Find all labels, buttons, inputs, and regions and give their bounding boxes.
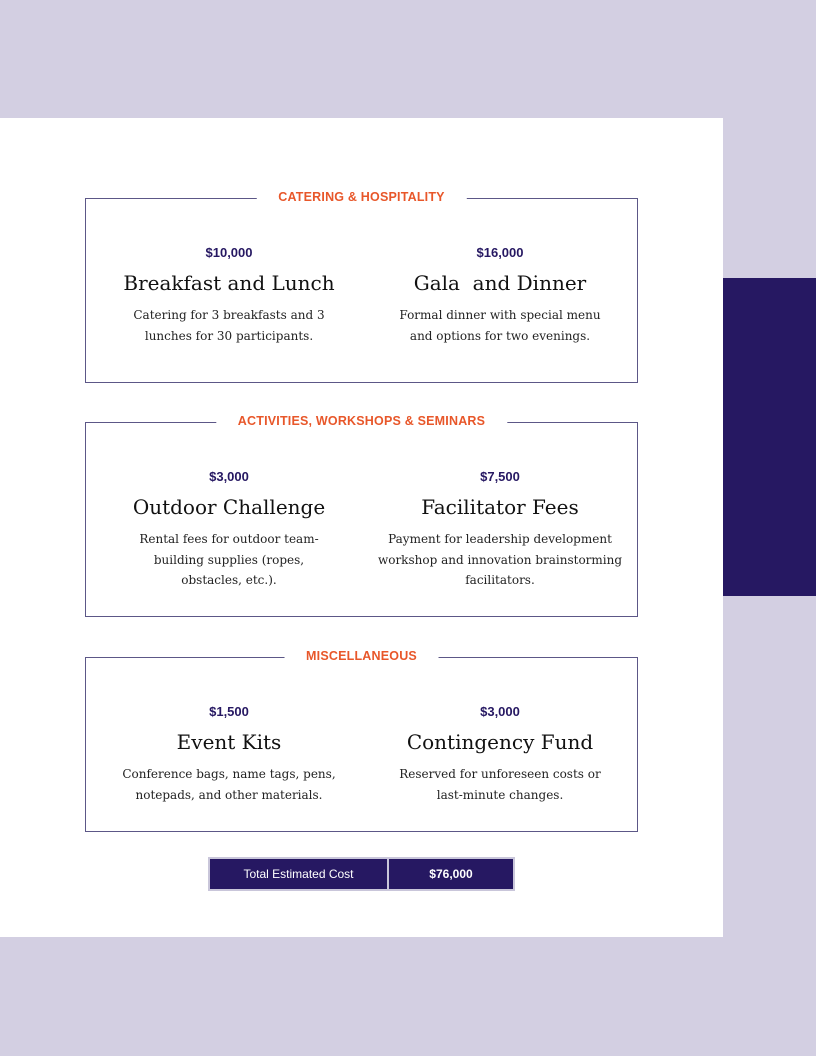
item-price: $3,000 [480,704,520,719]
item-price: $3,000 [209,469,249,484]
budget-item [375,245,625,346]
budget-item [375,469,625,591]
item-name: Event Kits [176,730,282,754]
section-catering [85,190,638,383]
item-price: $7,500 [480,469,520,484]
item-description: Conference bags, name tags, pens, notepads, and other materials. [122,767,336,802]
budget-item [375,704,625,805]
item-name: Contingency Fund [406,730,594,754]
item-name: Facilitator Fees [421,495,579,519]
total-label: Total Estimated Cost [210,859,387,889]
item-description: Rental fees for outdoor team-building supplies (ropes, obstacles, etc.). [139,532,319,587]
item-name: Breakfast and Lunch [123,271,335,295]
section-activities [85,414,638,617]
budget-item [104,704,354,805]
section-title: MISCELLANEOUS [284,649,439,663]
item-price: $16,000 [476,245,524,260]
section-title: ACTIVITIES, WORKSHOPS & SEMINARS [216,414,507,428]
item-name: Outdoor Challenge [132,495,326,519]
total-value: $76,000 [389,859,513,889]
item-description: Catering for 3 breakfasts and 3 lunches for 30 participants. [133,308,325,343]
section-title: CATERING & HOSPITALITY [256,190,466,204]
item-description: Reserved for unforeseen costs or last-minute changes. [399,767,601,802]
item-price: $1,500 [209,704,249,719]
budget-item [104,469,354,591]
item-description: Formal dinner with special menu and options for two evenings. [399,308,601,343]
item-price: $10,000 [205,245,253,260]
item-name: Gala and Dinner [413,271,587,295]
total-cost-table [208,857,515,891]
decorative-sidebar-bar [723,278,816,596]
item-description: Payment for leadership development workshop and innovation brainstorming facilitators. [377,532,623,587]
budget-item [104,245,354,346]
section-miscellaneous [85,649,638,832]
